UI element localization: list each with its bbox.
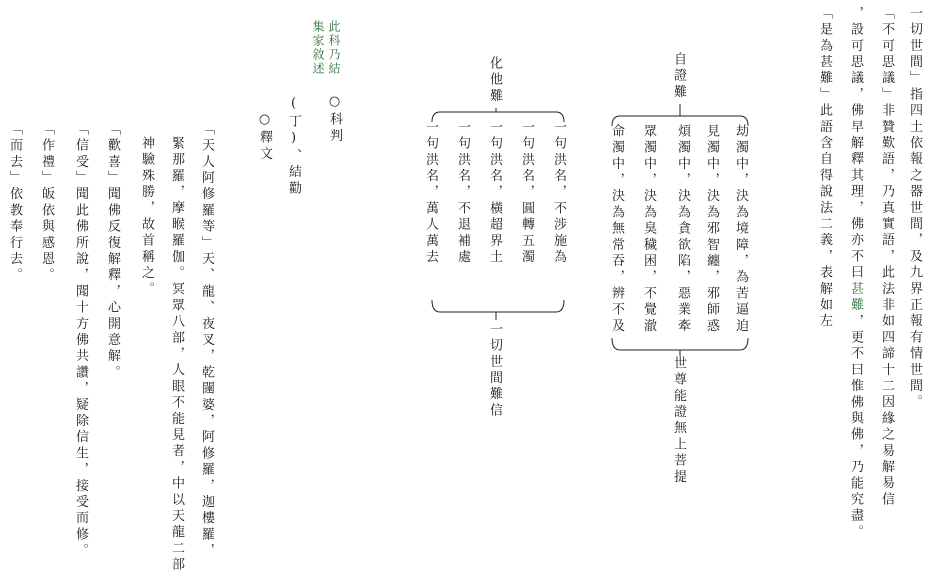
self-result: 世尊能證無上菩提	[671, 356, 686, 486]
kepan-label: ○科判	[327, 94, 342, 145]
teach-item-4: 一句洪名，不退補處	[455, 120, 470, 266]
ding-heading: (丁)、結勸	[286, 96, 301, 198]
commentary-line-1: 一切世間」指四土依報之器世間，及九界正報有情世間。	[907, 6, 922, 411]
explanation-p5: 「而去」依教奉行去。	[7, 122, 22, 284]
explanation-p1-b: 緊那羅，摩睺羅伽。冥眾八部，人眼不能見者，中以天龍二部	[169, 136, 184, 573]
self-bracket-bottom	[612, 338, 748, 350]
self-item-5: 命濁中，決為無常吞，辨不及	[609, 124, 624, 335]
commentary-line-3-highlight: 甚難	[848, 281, 863, 314]
teach-bracket-bottom	[432, 300, 564, 312]
teach-item-2: 一句洪名，圓轉五濁	[519, 120, 534, 266]
explanation-p1-c: 神驗殊勝，故首稱之。	[139, 136, 154, 298]
explanation-p3: 「信受」聞此佛所說，聞十方佛共讚，疑除信生，接受而修。	[73, 122, 88, 560]
shiwen-label: ○釋文	[257, 112, 272, 163]
commentary-line-3-b: ，更不曰惟佛與佛，乃能究盡。	[848, 313, 863, 541]
jieji-note-1: 此科乃結集家敘述	[311, 20, 341, 76]
teach-result: 一切世間難信	[487, 322, 502, 420]
teach-heading: 化他難	[487, 56, 502, 105]
self-item-1: 劫濁中，決為境障，為苦逼迫	[733, 124, 748, 335]
explanation-p4: 「作禮」皈依與感恩。	[39, 122, 54, 284]
self-item-4: 眾濁中，決為臭穢困，不覺澈	[641, 124, 656, 335]
explanation-p1-a: 「天人阿修羅等」天、龍、夜叉，乾闥婆，阿修羅，迦樓羅，	[199, 122, 214, 560]
teach-item-1: 一句洪名，不涉施為	[551, 120, 566, 266]
commentary-line-2: 「不可思議」非贊歎語，乃真實語，此法非如四諦十二因緣之易解易信	[879, 6, 894, 509]
self-heading: 自證難	[671, 52, 686, 101]
commentary-line-4: 「是為甚難」此語含自得說法二義，表解如左	[817, 6, 832, 330]
self-item-2: 見濁中，決為邪智纏，邪師惑	[704, 124, 719, 335]
teach-item-5: 一句洪名，萬人萬去	[423, 120, 438, 266]
self-item-3: 煩濁中，決為貪欲陷，惡業牽	[675, 124, 690, 335]
commentary-line-3-a: ，設可思議，佛早解釋其理，佛亦不曰	[848, 6, 863, 282]
teach-item-3: 一句洪名，橫超界土	[487, 120, 502, 266]
explanation-p2: 「歡喜」聞佛反復解釋，心開意解。	[105, 122, 120, 382]
